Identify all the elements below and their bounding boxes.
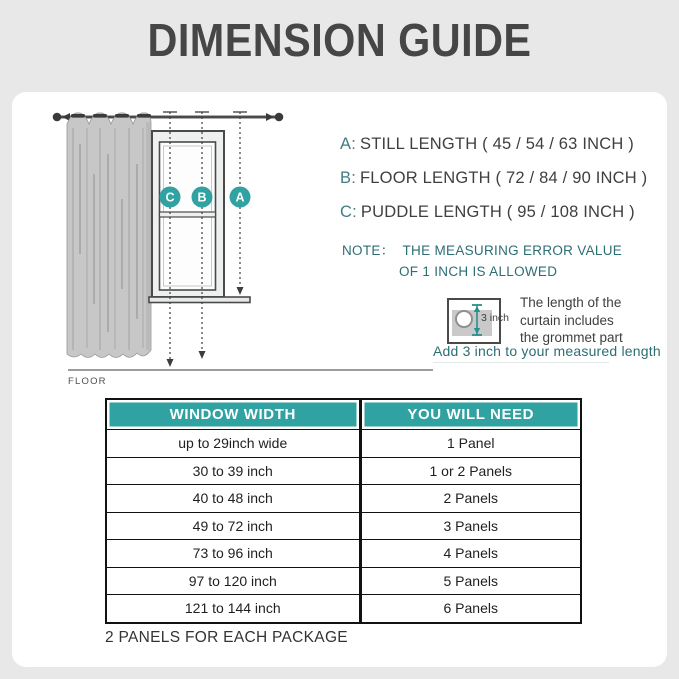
cell-width: up to 29inch wide bbox=[106, 430, 360, 458]
curtain-panel-icon bbox=[67, 113, 151, 358]
marker-badge-b bbox=[192, 187, 213, 208]
floor-label: FLOOR bbox=[68, 376, 107, 387]
cell-width: 73 to 96 inch bbox=[106, 540, 360, 568]
length-puddle-key: C: bbox=[340, 203, 357, 221]
cell-width: 121 to 144 inch bbox=[106, 595, 360, 623]
length-still bbox=[340, 135, 634, 154]
cell-panels: 5 Panels bbox=[360, 567, 581, 595]
grommet-desc-line-3: the grommet part bbox=[520, 330, 623, 345]
table-row bbox=[106, 430, 581, 458]
table-row bbox=[106, 485, 581, 513]
marker-badge-a bbox=[230, 187, 251, 208]
length-puddle bbox=[340, 203, 635, 222]
note-line-2: OF 1 INCH IS ALLOWED bbox=[399, 264, 558, 279]
grommet-description bbox=[520, 294, 623, 347]
marker-badge-c bbox=[160, 187, 181, 208]
floor-line bbox=[68, 370, 433, 387]
length-floor-text: FLOOR LENGTH ( 72 / 84 / 90 INCH ) bbox=[360, 169, 648, 187]
cell-panels: 1 Panel bbox=[360, 430, 581, 458]
table-row bbox=[106, 540, 581, 568]
note-line-1 bbox=[342, 240, 622, 261]
cell-panels: 3 Panels bbox=[360, 512, 581, 540]
cell-width: 97 to 120 inch bbox=[106, 567, 360, 595]
cell-panels: 6 Panels bbox=[360, 595, 581, 623]
header-window-width: WINDOW WIDTH bbox=[106, 399, 360, 430]
svg-text:C: C bbox=[165, 190, 175, 205]
page-title: DIMENSION GUIDE bbox=[147, 14, 532, 66]
grommet-desc-line-1: The length of the bbox=[520, 295, 622, 310]
cell-panels: 4 Panels bbox=[360, 540, 581, 568]
cell-width: 30 to 39 inch bbox=[106, 457, 360, 485]
cell-panels: 2 Panels bbox=[360, 485, 581, 513]
table-header-row bbox=[106, 399, 581, 430]
table-row bbox=[106, 512, 581, 540]
note-text-1: THE MEASURING ERROR VALUE bbox=[402, 243, 623, 258]
grommet-diagram bbox=[447, 298, 510, 344]
svg-text:A: A bbox=[235, 190, 245, 205]
table-row bbox=[106, 567, 581, 595]
length-floor-key: B: bbox=[340, 169, 356, 187]
svg-text:B: B bbox=[197, 190, 207, 205]
cell-width: 49 to 72 inch bbox=[106, 512, 360, 540]
window-icon bbox=[149, 131, 250, 303]
table-row bbox=[106, 595, 581, 623]
cell-panels: 1 or 2 Panels bbox=[360, 457, 581, 485]
measuring-note bbox=[342, 240, 622, 282]
note-prefix: NOTE： bbox=[342, 243, 395, 258]
panel-size-table bbox=[105, 398, 582, 624]
cell-width: 40 to 48 inch bbox=[106, 485, 360, 513]
length-still-key: A: bbox=[340, 135, 356, 153]
divider bbox=[433, 362, 609, 363]
length-puddle-text: PUDDLE LENGTH ( 95 / 108 INCH ) bbox=[360, 203, 635, 221]
grommet-size-label: 3 inch bbox=[481, 312, 510, 324]
guide-card bbox=[12, 92, 667, 667]
table-row bbox=[106, 457, 581, 485]
length-floor bbox=[340, 169, 647, 188]
length-still-text: STILL LENGTH ( 45 / 54 / 63 INCH ) bbox=[360, 135, 634, 153]
package-note: 2 PANELS FOR EACH PACKAGE bbox=[105, 629, 348, 646]
header-you-will-need: YOU WILL NEED bbox=[360, 399, 581, 430]
grommet-desc-line-2: curtain includes bbox=[520, 312, 614, 328]
add-inch-note: Add 3 inch to your measured length bbox=[433, 343, 661, 359]
